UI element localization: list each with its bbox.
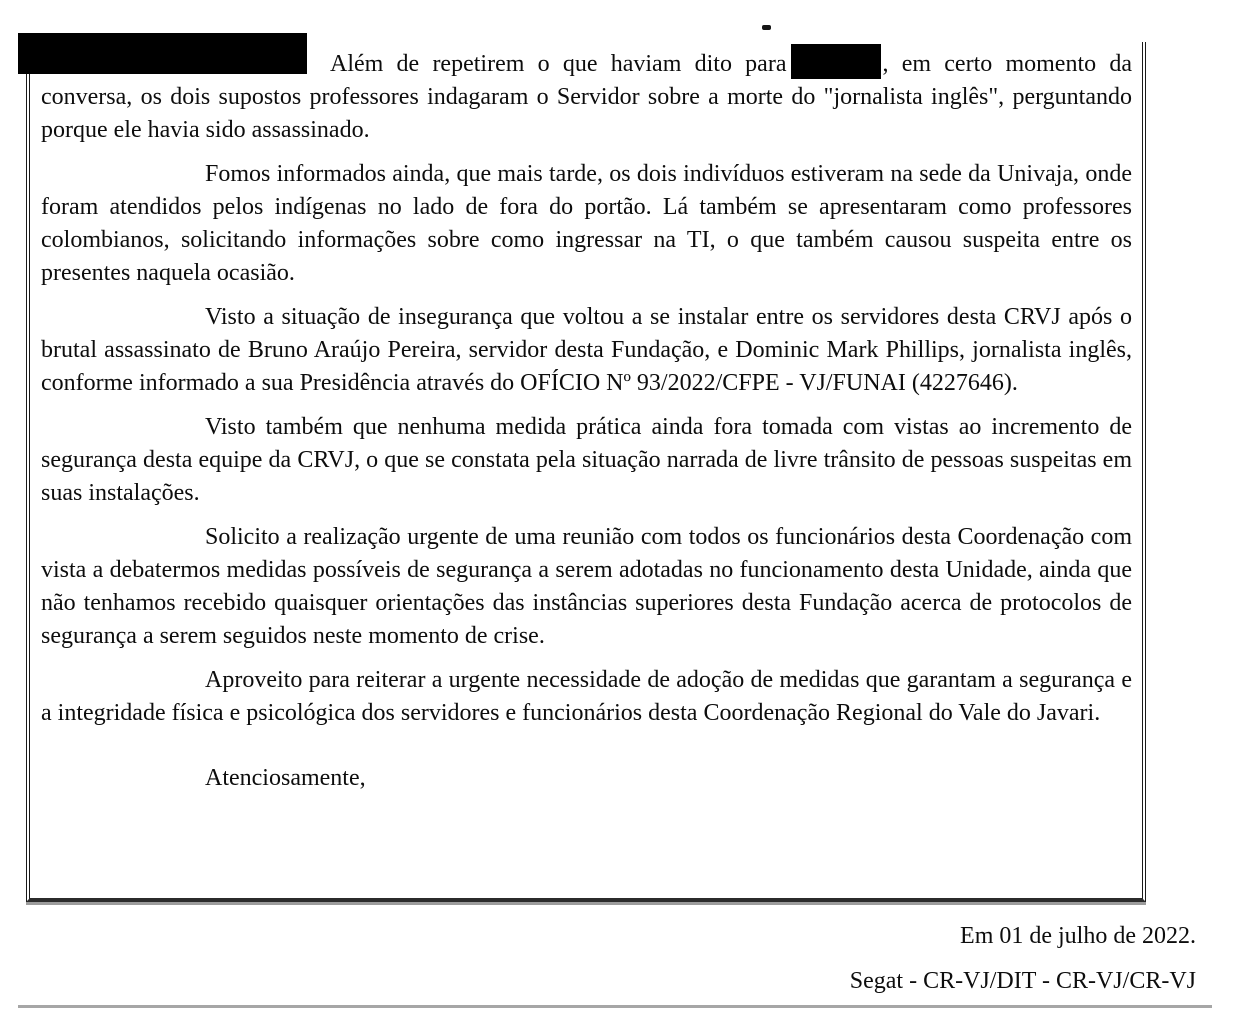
letter-body-frame bbox=[26, 42, 1146, 902]
page-bottom-divider bbox=[18, 1005, 1212, 1008]
stray-dot-mark bbox=[762, 25, 771, 30]
redaction-bar-2 bbox=[791, 44, 881, 79]
paragraph-5: Solicito a realização urgente de uma reunião com todos os funcionários desta Coordenação com vista a debatermos medidas possíveis de segurança a serem adotadas no funcionamento desta Unidade, ainda que não tenhamos recebido quaisquer orientações das instâncias superiores desta Fundação acerca de protocolos de segurança a serem seguidos neste momento de crise. bbox=[41, 524, 1132, 649]
paragraph-2: Fomos informados ainda, que mais tarde, os dois indivíduos estiveram na sede da Univaja, onde foram atendidos pelos indígenas no lado de fora do portão. Lá também se apresentaram como professores colombianos, solicitando informações sobre como ingressar na TI, o que também causou suspeita entre os presentes naquela ocasião. bbox=[41, 161, 1132, 286]
paragraph-3: Visto a situação de insegurança que voltou a se instalar entre os servidores desta CRVJ após o brutal assassinato de Bruno Araújo Pereira, servidor desta Fundação, e Dominic Mark Phillips, jornalista inglês, conforme informado a sua Presidência através do OFÍCIO Nº 93/2022/CFPE - VJ/FUNAI (4227646). bbox=[41, 304, 1132, 396]
closing-salutation: Atenciosamente, bbox=[205, 765, 366, 791]
signature-block bbox=[850, 920, 1196, 998]
signature-line: Segat - CR-VJ/DIT - CR-VJ/CR-VJ bbox=[849, 968, 1196, 994]
paragraph-6: Aproveito para reiterar a urgente necessidade de adoção de medidas que garantam a segurança e a integridade física e psicológica dos servidores e funcionários desta Coordenação Regional do Vale do Javari. bbox=[41, 667, 1132, 726]
paragraph-4: Visto também que nenhuma medida prática ainda fora tomada com vistas ao incremento de segurança desta equipe da CRVJ, o que se constata pela situação narrada de livre trânsito de pessoas suspeitas em suas instalações. bbox=[41, 414, 1132, 506]
date-line: Em 01 de julho de 2022. bbox=[960, 923, 1196, 949]
redaction-bar-1 bbox=[18, 33, 307, 74]
paragraph-1-text-end: , em certo momento da conversa, os dois supostos professores indagaram o Servidor sobre a morte do "jornalista inglês", perguntando porque ele havia sido assassinado. bbox=[41, 51, 1133, 143]
paragraph-1-text-start: Além de repetirem o que haviam dito para bbox=[330, 51, 787, 77]
